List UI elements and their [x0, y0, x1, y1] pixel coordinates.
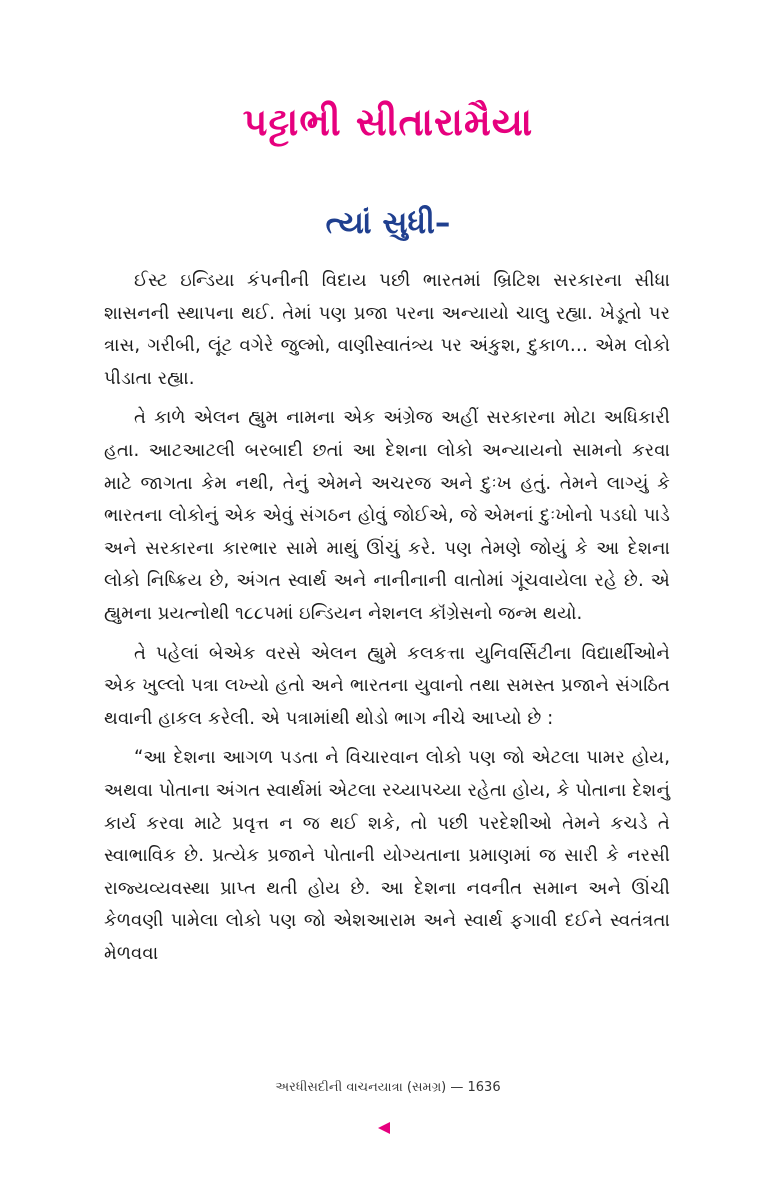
section-heading: ત્યાં સુધી–	[325, 205, 451, 241]
page-title: પટ્ટાભી સીતારામૈયા	[242, 100, 534, 144]
left-arrow-icon[interactable]	[378, 1122, 390, 1134]
paragraph: તે પહેલાં બેએક વરસે એલન હ્યુમે કલકત્તા યુનિવર્સિટીના વિદ્યાર્થીઓને એક ખુલ્લો પત્રા લખ્યો હતો અને ભારતના યુવાનો તથા સમસ્ત પ્રજાને સંગઠિત થવાની હાકલ કરેલી. એ પત્રામાંથી થોડો ભાગ નીચે આપ્યો છે :	[104, 642, 670, 729]
body-text	[104, 265, 670, 977]
paragraph: ઈસ્ટ ઇન્ડિયા કંપનીની વિદાય પછી ભારતમાં બ્રિટિશ સરકારના સીધા શાસનની સ્થાપના થઈ. તેમાં પણ પ્રજા પરના અન્યાયો ચાલુ રહ્યા. ખેડૂતો પર ત્રાસ, ગરીબી, લૂંટ વગેરે જુલ્મો, વાણીસ્વાતંત્ર્ય પર અંકુશ, દુકાળ… એમ લોકો પીડાતા રહ્યા.	[104, 270, 670, 389]
page-footer: અરધીસદીની વાચનયાત્રા (સમગ્ર) — 1636	[275, 1080, 501, 1095]
quote-paragraph: “આ દેશના આગળ પડતા ને વિચારવાન લોકો પણ જો એટલા પામર હોય, અથવા પોતાના અંગત સ્વાર્થમાં એટલા રચ્યાપચ્યા રહેતા હોય, કે પોતાના દેશનું કાર્ય કરવા માટે પ્રવૃત્ત ન જ થઈ શકે, તો પછી પરદેશીઓ તેમને કચડે તે સ્વાભાવિક છે. પ્રત્યેક પ્રજાને પોતાની યોગ્યતાના પ્રમાણમાં જ સારી કે નરસી રાજ્યવ્યવસ્થા પ્રાપ્ત થતી હોય છે. આ દેશના નવનીત સમાન અને ઊંચી કેળવણી પામેલા લોકો પણ જો એશઆરામ અને સ્વાર્થ ફગાવી દઈને સ્વતંત્રતા મેળવવા	[104, 747, 670, 964]
paragraph: તે કાળે એલન હ્યુમ નામના એક અંગ્રેજ અહીં સરકારના મોટા અધિકારી હતા. આટઆટલી બરબાદી છતાં આ દેશના લોકો અન્યાયનો સામનો કરવા માટે જાગતા કેમ નથી, તેનું એમને અચરજ અને દુઃખ હતું. તેમને લાગ્યું કે ભારતના લોકોનું એક એવું સંગઠન હોવું જોઈએ, જે એમનાં દુઃખોનો પડઘો પાડે અને સરકારના કારભાર સામે માથું ઊંચું કરે. પણ તેમણે જોયું કે આ દેશના લોકો નિષ્ક્રિય છે, અંગત સ્વાર્થ અને નાનીનાની વાતોમાં ગૂંચવાયેલા રહે છે. એ હ્યુમના પ્રયત્નોથી ૧૮૮૫માં ઇન્ડિયન નેશનલ કૉંગ્રેસનો જન્મ થયો.	[104, 407, 670, 624]
